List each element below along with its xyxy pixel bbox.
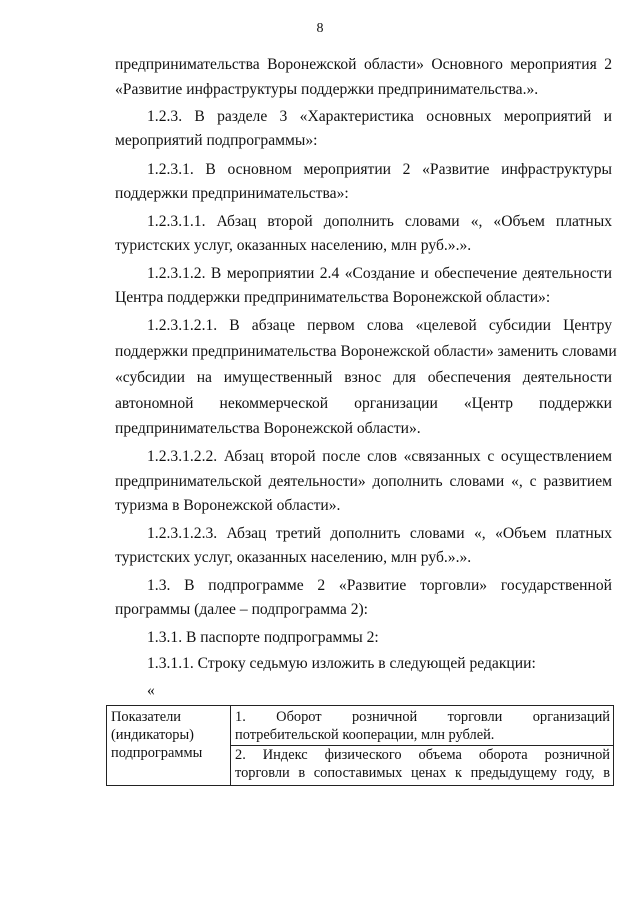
text-line: 1.3.1.1. Строку седьмую изложить в следующей редакции: bbox=[147, 655, 536, 672]
text-line: 1.2.3.1.2.3. Абзац третий дополнить словами «, «Объем платных bbox=[147, 525, 612, 542]
text-line: мероприятий подпрограммы»: bbox=[115, 132, 318, 149]
text-line: Центра поддержки предпринимательства Воронежской области»: bbox=[115, 289, 551, 306]
text-line: туристских услуг, оказанных населению, млн руб.».». bbox=[115, 237, 472, 254]
opening-quote: « bbox=[147, 682, 155, 699]
text-line: поддержки предпринимательства Воронежской области» заменить словами bbox=[115, 343, 617, 360]
text-line: поддержки предпринимательства»: bbox=[115, 185, 349, 202]
text-line: 1.2.3.1.2. В мероприятии 2.4 «Создание и обеспечение деятельности bbox=[147, 265, 612, 282]
indicator-values-cell bbox=[231, 706, 614, 786]
passport-table bbox=[106, 705, 614, 786]
text-line: предпринимательства Воронежской области». bbox=[115, 420, 421, 437]
cell-line: подпрограммы bbox=[111, 745, 203, 761]
text-line: 1.2.3.1.2.2. Абзац второй после слов «связанных с осуществлением bbox=[147, 448, 612, 465]
cell-line: 1. Оборот розничной торговли организаций bbox=[235, 709, 610, 725]
cell-line: потребительской кооперации, млн рублей. bbox=[235, 727, 495, 743]
cell-line: торговли в сопоставимых ценах к предыдущему году, в bbox=[235, 765, 610, 781]
text-line: туристских услуг, оказанных населению, млн руб.».». bbox=[115, 549, 472, 566]
cell-line: (индикаторы) bbox=[111, 727, 194, 743]
page-number: 8 bbox=[316, 21, 324, 36]
text-line: 1.2.3.1.1. Абзац второй дополнить словами «, «Объем платных bbox=[147, 213, 612, 230]
cell-line: 2. Индекс физического объема оборота розничной bbox=[235, 747, 610, 763]
table-row bbox=[107, 706, 614, 786]
text-line: 1.2.3.1.2.1. В абзаце первом слова «целевой субсидии Центру bbox=[147, 317, 612, 334]
text-line: предпринимательской деятельности» дополнить словами «, с развитием bbox=[115, 473, 612, 490]
text-line: 1.3. В подпрограмме 2 «Развитие торговли» государственной bbox=[147, 577, 612, 594]
cell-line: Показатели bbox=[111, 709, 182, 725]
text-line: туризма в Воронежской области». bbox=[115, 497, 341, 514]
indicator-label-cell bbox=[107, 706, 231, 786]
text-line: «Развитие инфраструктуры поддержки предпринимательства.». bbox=[115, 81, 539, 98]
text-line: программы (далее – подпрограмма 2): bbox=[115, 601, 369, 618]
text-line: автономной некоммерческой организации «Центр поддержки bbox=[115, 395, 612, 412]
text-line: предпринимательства Воронежской области» Основного мероприятия 2 bbox=[115, 56, 612, 73]
text-line: 1.2.3.1. В основном мероприятии 2 «Развитие инфраструктуры bbox=[147, 161, 612, 178]
text-line: 1.2.3. В разделе 3 «Характеристика основных мероприятий и bbox=[147, 108, 612, 125]
text-line: «субсидии на имущественный взнос для обеспечения деятельности bbox=[115, 369, 612, 386]
text-line: 1.3.1. В паспорте подпрограммы 2: bbox=[147, 629, 379, 646]
